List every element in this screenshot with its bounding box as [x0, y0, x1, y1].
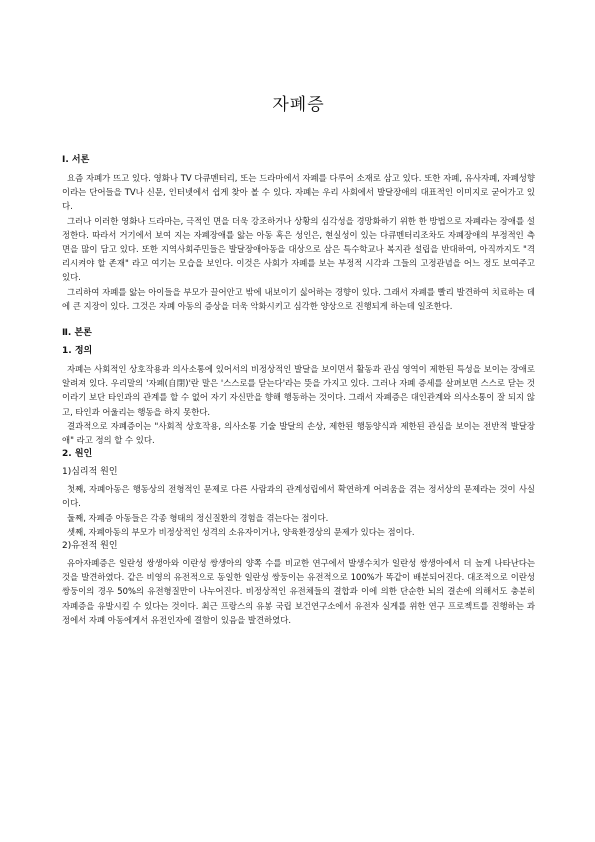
definition-paragraph-2: 결과적으로 자폐증이는 "사회적 상호작용, 의사소통 기술 발달의 손상, 제한된 행동양식과 제한된 관심을 보이는 전반적 발달장애" 라고 정의 할 수 있다.: [62, 420, 535, 446]
psychological-cause-heading: 1)심리적 원인: [62, 467, 118, 478]
cause-heading: 2. 원인: [62, 449, 93, 460]
intro-paragraph-1: 요즘 자폐가 뜨고 있다. 영화나 TV 다큐멘터리, 또는 드라마에서 자폐를 다루어 소재로 삼고 있다. 또한 자폐, 유사자폐, 자폐성향이라는 단어들을 TV나 신문, 인터넷에서 쉽게 찾아 볼 수 있다. 자폐는 우리 사회에서 발달장애의 대표적인 이미지로 굳어가고 있다.: [62, 173, 535, 212]
body-heading: Ⅱ. 본론: [62, 328, 92, 339]
page-title: 자폐증: [272, 95, 325, 115]
intro-paragraph-2: 그러나 이러한 영화나 드라마는, 극적인 면을 더욱 강조하거나 상황의 심각성을 경망화하기 위한 한 방법으로 자폐라는 장애를 설정한다. 따라서 거기에서 보여 지는 자폐장애를 앓는 아동 혹은 성인은, 현실성이 있는 다큐멘터리조차도 자폐장애의 부정적인 측면을 많이 담고 있다. 또한 지역사회주민들은 발달장애아동을 대상으로 삼은 특수학교나 복지관 설립을 반대하여, 아직까지도 "격리시켜야 할 존재" 라고 여기는 모습을 보인다. 이것은 사회가 자폐를 보는 부정적 시각과 그들의 고정관념을 어느 정도 보여주고 있다.: [62, 215, 535, 283]
definition-heading: 1. 정의: [62, 346, 93, 357]
genetic-paragraph-1: 유아자폐증은 일란성 쌍생아와 이란성 쌍생아의 양쪽 수를 비교한 연구에서 발생수치가 일란성 쌍생아에서 더 높게 나타난다는 것을 발견하였다. 같은 비영의 유전적으로 동일한 일란성 쌍둥이는 유전적으로 100%가 똑같이 배분되어진다. 대조적으로 이란성 쌍둥이의 경우 50%의 유전형질만이 나누어진다. 비정상적인 유전체들의 결합과 이에 의한 단순한 뇌의 결손에 의해서도 충분히 자폐증을 유발시킬 수 있다는 것이다. 최근 프랑스의 유봉 국립 보건연구소에서 유전자 실게를 위한 연구 프로젝트를 진행하는 과정에서 자폐 아동에게서 유전인자에 결함이 있음을 발견하였다.: [62, 558, 535, 625]
intro-paragraph-3: 그리하여 자폐를 앓는 아이들을 부모가 끌어안고 밖에 내보이기 싫어하는 경향이 있다. 그래서 자폐를 빨리 발견하여 치료하는 데에 큰 지장이 있다. 그것은 자폐 아동의 증상을 더욱 악화시키고 심각한 양상으로 진행되게 하는데 일조한다.: [62, 286, 535, 311]
body-section: [62, 326, 535, 627]
definition-paragraph-1: 자폐는 사회적인 상호작용과 의사소통에 있어서의 비정상적인 발달을 보이면서 활동과 관심 영역이 제한된 특성을 보이는 장애로 알려져 있다. 우리말의 '자폐(自閉)'란 말은 '스스로를 닫는다'라는 뜻을 가지고 있다. 그러나 자폐 증세를 살펴보면 스스로 닫는 것이라기 보단 타인과의 관계를 할 수 없어 자기 자신만을 향해 행동하는 것이다. 그래서 자폐증은 대인관계와 의사소통이 잘 되지 않고, 타인과 어울리는 행동을 하지 못한다.: [62, 364, 535, 417]
genetic-cause-heading: 2)유전적 원인: [62, 541, 118, 552]
psychological-paragraph-1: 첫째, 자폐아동은 행동상의 전형적인 문제로 다른 사람과의 관계성립에서 확연하게 어려움을 겪는 정서상의 문제라는 것이 사실이다.: [62, 484, 535, 509]
intro-heading: Ⅰ. 서론: [62, 155, 90, 165]
psychological-paragraph-2: 둘째, 자폐증 아동들은 각종 형태의 정신질환의 경험을 겪는다는 점이다.: [67, 512, 329, 523]
intro-section: [62, 153, 535, 313]
psychological-paragraph-3: 셋째, 자폐아동의 부모가 비정상적인 성격의 소유자이거나, 양육환경상의 문제가 있다는 점이다.: [67, 526, 415, 537]
